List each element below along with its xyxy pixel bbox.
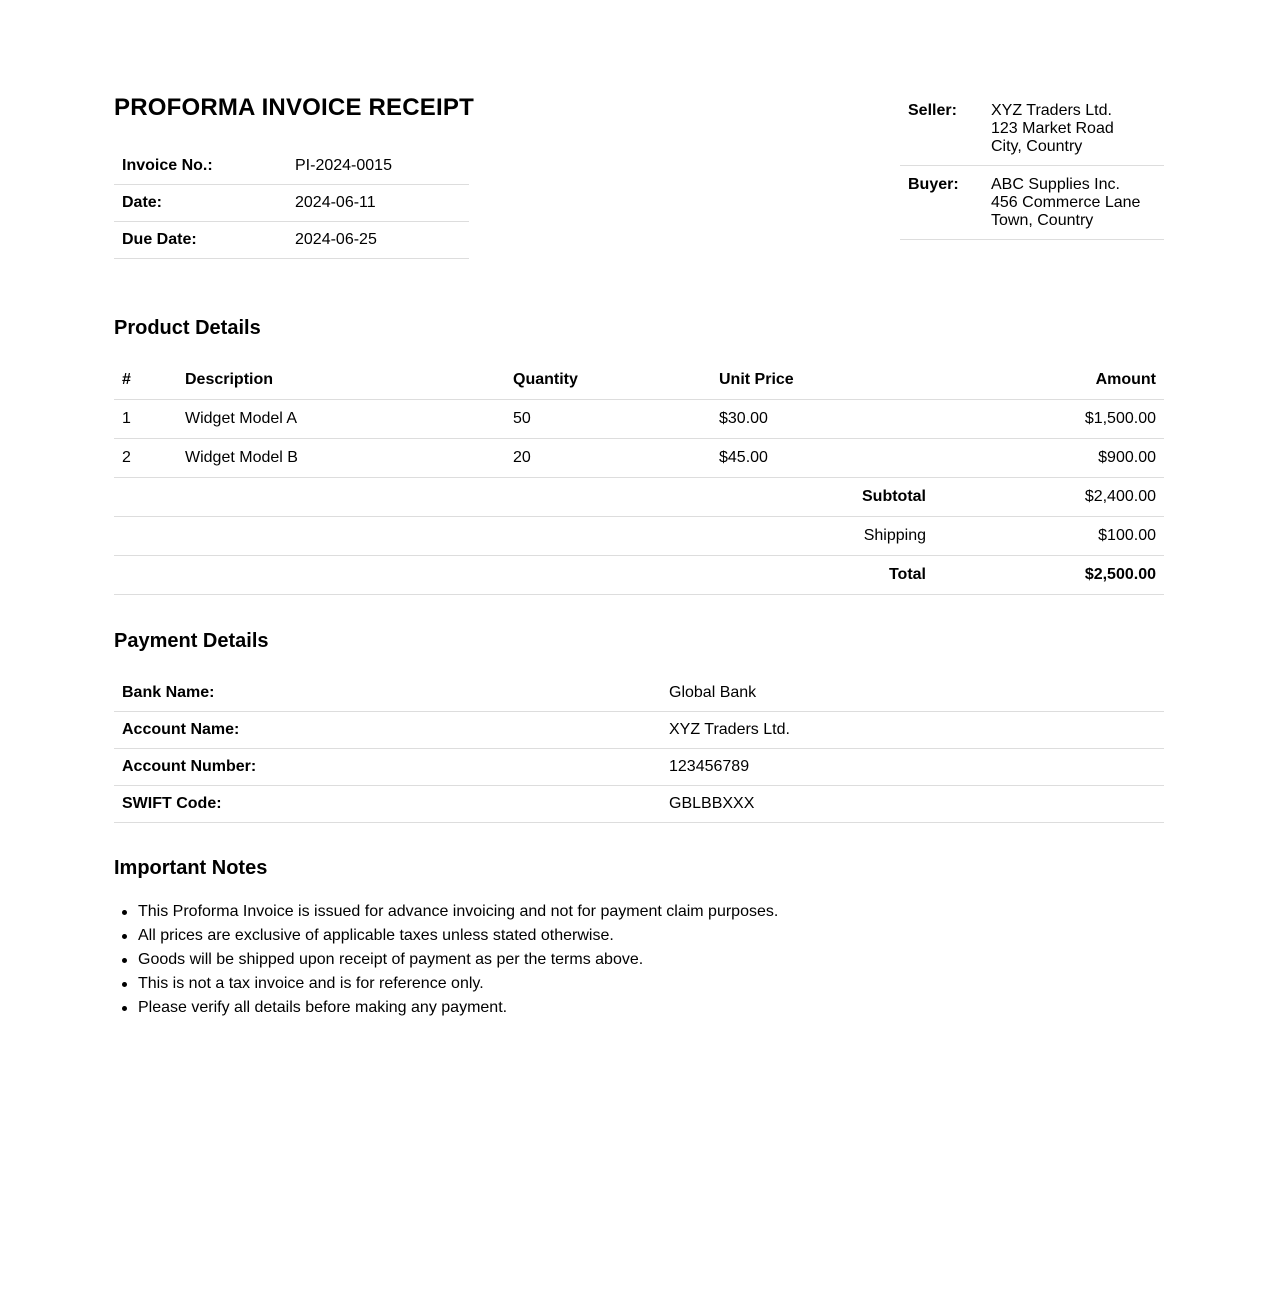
- item-unit-price: $45.00: [719, 439, 934, 478]
- seller-name: XYZ Traders Ltd.: [991, 102, 1112, 119]
- payment-details-heading: Payment Details: [114, 630, 269, 652]
- total-row: [114, 556, 1164, 595]
- seller-address: [991, 92, 1164, 166]
- shipping-label: Shipping: [114, 517, 934, 556]
- list-item: [138, 924, 778, 948]
- meta-label: Date:: [114, 185, 295, 222]
- bullet-icon: [122, 934, 127, 939]
- seller-city: City, Country: [991, 138, 1083, 155]
- list-item: [138, 900, 778, 924]
- payment-row-account-name: [114, 712, 1164, 749]
- meta-row-due-date: [114, 222, 469, 259]
- parties-table: [900, 92, 1164, 240]
- seller-label: Seller:: [900, 92, 991, 166]
- meta-value: PI-2024-0015: [295, 148, 469, 185]
- meta-value: 2024-06-11: [295, 185, 469, 222]
- total-value: $2,500.00: [934, 556, 1164, 595]
- buyer-city: Town, Country: [991, 212, 1094, 229]
- list-item: [138, 948, 778, 972]
- shipping-value: $100.00: [934, 517, 1164, 556]
- table-row: [114, 400, 1164, 439]
- subtotal-label: Subtotal: [114, 478, 934, 517]
- note-text: Please verify all details before making any payment.: [138, 999, 508, 1016]
- item-description: Widget Model B: [185, 439, 513, 478]
- subtotal-row: [114, 478, 1164, 517]
- shipping-row: [114, 517, 1164, 556]
- bullet-icon: [122, 910, 127, 915]
- product-table-header: [114, 361, 1164, 400]
- meta-value: 2024-06-25: [295, 222, 469, 259]
- item-number: 2: [114, 439, 185, 478]
- seller-row: [900, 92, 1164, 166]
- table-row: [114, 439, 1164, 478]
- payment-value: 123456789: [669, 749, 1164, 786]
- list-item: [138, 972, 778, 996]
- payment-label: SWIFT Code:: [114, 786, 669, 823]
- item-quantity: 20: [513, 439, 719, 478]
- col-header-unit-price: Unit Price: [719, 361, 934, 400]
- payment-table: [114, 675, 1164, 823]
- product-details-heading: Product Details: [114, 317, 261, 339]
- meta-row-date: [114, 185, 469, 222]
- col-header-description: Description: [185, 361, 513, 400]
- buyer-name: ABC Supplies Inc.: [991, 176, 1120, 193]
- payment-value: GBLBBXXX: [669, 786, 1164, 823]
- note-text: All prices are exclusive of applicable taxes unless stated otherwise.: [138, 927, 614, 944]
- notes-list: [114, 900, 778, 1020]
- payment-label: Bank Name:: [114, 675, 669, 712]
- note-text: Goods will be shipped upon receipt of payment as per the terms above.: [138, 951, 644, 968]
- page-title: PROFORMA INVOICE RECEIPT: [114, 94, 474, 121]
- buyer-label: Buyer:: [900, 166, 991, 240]
- payment-label: Account Number:: [114, 749, 669, 786]
- payment-label: Account Name:: [114, 712, 669, 749]
- product-table: [114, 361, 1164, 595]
- buyer-address: [991, 166, 1164, 240]
- note-text: This is not a tax invoice and is for reference only.: [138, 975, 484, 992]
- meta-label: Invoice No.:: [114, 148, 295, 185]
- bullet-icon: [122, 982, 127, 987]
- buyer-street: 456 Commerce Lane: [991, 194, 1141, 211]
- item-amount: $1,500.00: [934, 400, 1164, 439]
- meta-row-invoice-no: [114, 148, 469, 185]
- invoice-meta-table: [114, 148, 469, 259]
- bullet-icon: [122, 1006, 127, 1011]
- item-description: Widget Model A: [185, 400, 513, 439]
- payment-row-account-number: [114, 749, 1164, 786]
- col-header-number: #: [114, 361, 185, 400]
- subtotal-value: $2,400.00: [934, 478, 1164, 517]
- payment-row-swift-code: [114, 786, 1164, 823]
- total-label: Total: [114, 556, 934, 595]
- meta-label: Due Date:: [114, 222, 295, 259]
- item-amount: $900.00: [934, 439, 1164, 478]
- list-item: [138, 996, 778, 1020]
- col-header-quantity: Quantity: [513, 361, 719, 400]
- item-unit-price: $30.00: [719, 400, 934, 439]
- important-notes-heading: Important Notes: [114, 857, 268, 879]
- seller-street: 123 Market Road: [991, 120, 1114, 137]
- note-text: This Proforma Invoice is issued for advance invoicing and not for payment claim purposes.: [138, 903, 779, 920]
- item-quantity: 50: [513, 400, 719, 439]
- buyer-row: [900, 166, 1164, 240]
- payment-row-bank-name: [114, 675, 1164, 712]
- payment-value: XYZ Traders Ltd.: [669, 712, 1164, 749]
- payment-value: Global Bank: [669, 675, 1164, 712]
- bullet-icon: [122, 958, 127, 963]
- item-number: 1: [114, 400, 185, 439]
- col-header-amount: Amount: [934, 361, 1164, 400]
